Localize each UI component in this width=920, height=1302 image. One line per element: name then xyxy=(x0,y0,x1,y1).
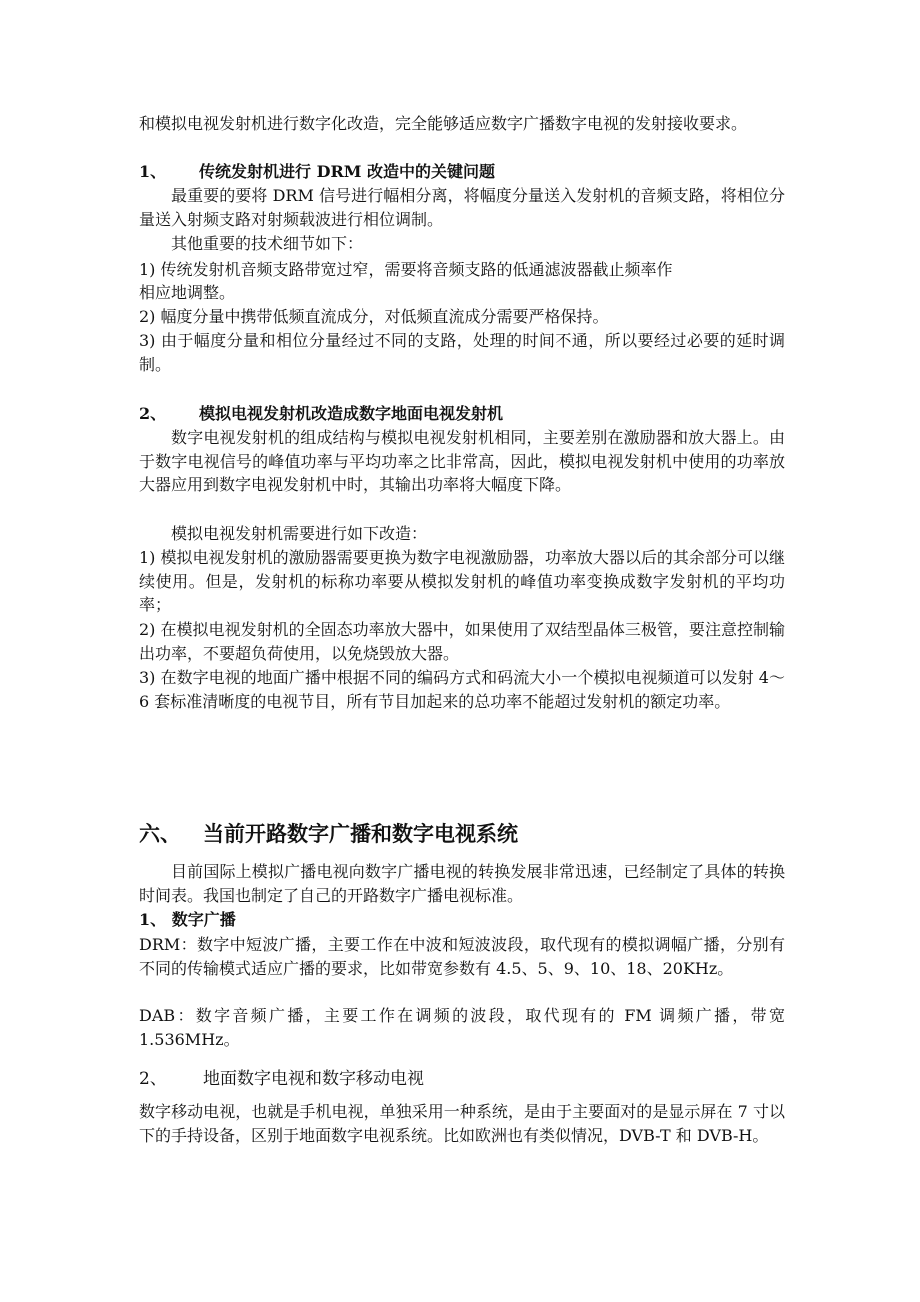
section-number: 1、 xyxy=(139,162,167,181)
chapter-title: 当前开路数字广播和数字电视系统 xyxy=(203,821,518,846)
paragraph: 数字移动电视，也就是手机电视，单独采用一种系统，是由于主要面对的是显示屏在 7 寸以下的手持设备，区别于地面数字电视系统。比如欧洲也有类似情况，DVB-T 和 DVB-H。 xyxy=(139,1102,785,1145)
paragraph: 数字电视发射机的组成结构与模拟电视发射机相同，主要差别在激励器和放大器上。由于数字电视信号的峰值功率与平均功率之比非常高，因此，模拟电视发射机中使用的功率放大器应用到数字电视发射机中时，其输出功率将大幅度下降。 xyxy=(139,428,785,494)
paragraph: DRM：数字中短波广播，主要工作在中波和短波波段，取代现有的模拟调幅广播，分别有不同的传输模式适应广播的要求，比如带宽参数有 4.5、5、9、10、18、20KHz。 xyxy=(139,935,785,978)
section-title: 地面数字电视和数字移动电视 xyxy=(203,1069,424,1089)
paragraph: 模拟电视发射机需要进行如下改造： xyxy=(171,524,428,543)
section-heading-1 xyxy=(139,160,785,184)
section-title: 传统发射机进行 DRM 改造中的关键问题 xyxy=(199,162,496,181)
section-number: 2、 xyxy=(139,404,167,423)
subsection-heading xyxy=(139,1066,785,1092)
chapter-heading xyxy=(139,820,785,848)
paragraph: 其他重要的技术细节如下： xyxy=(171,234,364,253)
list-item: 2) 幅度分量中携带低频直流成分，对低频直流成分需要严格保持。 xyxy=(139,307,609,326)
section-heading-2 xyxy=(139,402,785,426)
paragraph: DAB：数字音频广播，主要工作在调频的波段，取代现有的 FM 调频广播，带宽 1.536MHz。 xyxy=(139,1006,785,1049)
list-item: 3) 在数字电视的地面广播中根据不同的编码方式和码流大小一个模拟电视频道可以发射 4～6 套标准清晰度的电视节目，所有节目加起来的总功率不能超过发射机的额定功率。 xyxy=(139,668,785,711)
intro-paragraph: 和模拟电视发射机进行数字化改造，完全能够适应数字广播数字电视的发射接收要求。 xyxy=(139,114,748,133)
list-item: 1) 传统发射机音频支路带宽过窄，需要将音频支路的低通滤波器截止频率作 xyxy=(139,260,673,279)
section-number: 2、 xyxy=(139,1069,167,1089)
subsection-heading: 1、 数字广播 xyxy=(139,910,236,929)
list-item: 1) 模拟电视发射机的激励器需要更换为数字电视激励器，功率放大器以后的其余部分可以继续使用。但是，发射机的标称功率要从模拟发射机的峰值功率变换成数字发射机的平均功率； xyxy=(139,548,785,614)
chapter-number: 六、 xyxy=(139,821,181,846)
list-item-continuation: 相应地调整。 xyxy=(139,283,236,302)
paragraph: 目前国际上模拟广播电视向数字广播电视的转换发展非常迅速，已经制定了具体的转换时间表。我国也制定了自己的开路数字广播电视标准。 xyxy=(139,862,785,905)
list-item: 3) 由于幅度分量和相位分量经过不同的支路，处理的时间不通，所以要经过必要的延时调制。 xyxy=(139,331,785,374)
list-item: 2) 在模拟电视发射机的全固态功率放大器中，如果使用了双结型晶体三极管，要注意控制输出功率，不要超负荷使用，以免烧毁放大器。 xyxy=(139,620,785,663)
section-title: 模拟电视发射机改造成数字地面电视发射机 xyxy=(199,404,504,423)
paragraph: 最重要的要将 DRM 信号进行幅相分离，将幅度分量送入发射机的音频支路，将相位分量送入射频支路对射频载波进行相位调制。 xyxy=(139,186,785,229)
